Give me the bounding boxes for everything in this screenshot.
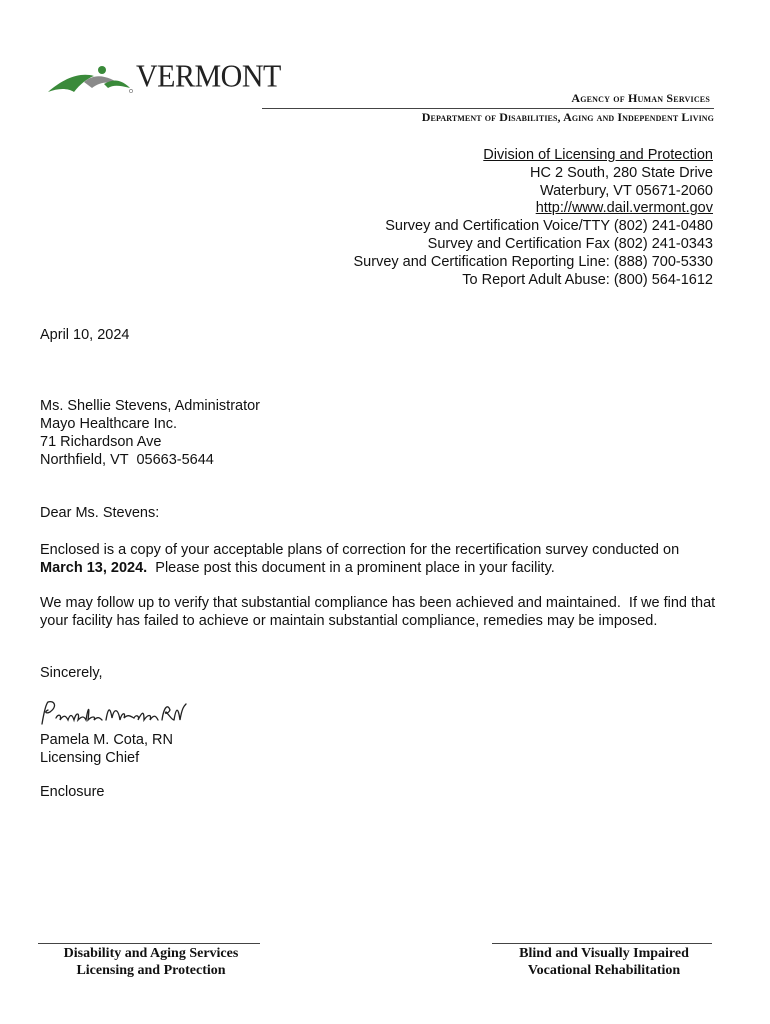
signer-block xyxy=(40,731,173,767)
abuse-line: To Report Adult Abuse: (800) 564-1612 xyxy=(462,271,713,288)
recipient-city: Northfield, VT 05663-5644 xyxy=(40,452,214,468)
signer-name: Pamela M. Cota, RN xyxy=(40,732,173,748)
signer-title: Licensing Chief xyxy=(40,750,140,766)
agency-name: Agency of Human Services xyxy=(571,91,710,105)
footer-divider-left xyxy=(38,943,260,944)
header-divider xyxy=(262,108,714,109)
recipient-name: Ms. Shellie Stevens, Administrator xyxy=(40,398,261,414)
enclosure-note: Enclosure xyxy=(40,784,105,800)
paragraph-1-start: Enclosed is a copy of your acceptable plans of correction for the recertification survey conducted on xyxy=(40,542,680,558)
footer-left xyxy=(46,945,256,979)
signature-image xyxy=(38,698,188,730)
footer-right xyxy=(498,945,710,979)
voice-tty-line: Survey and Certification Voice/TTY (802) 241-0480 xyxy=(385,218,713,235)
department-name: Department of Disabilities, Aging and Independent Living xyxy=(421,110,714,124)
footer-right-line-2: Vocational Rehabilitation xyxy=(527,963,681,978)
closing: Sincerely, xyxy=(40,665,103,681)
recipient-street: 71 Richardson Ave xyxy=(40,434,162,450)
paragraph-1-end: Please post this document in a prominent place in your facility. xyxy=(147,560,555,576)
vermont-logo xyxy=(44,59,284,102)
footer-left-line-1: Disability and Aging Services xyxy=(63,946,239,961)
recipient-address xyxy=(40,397,260,469)
logo-wordmark: VERMONT xyxy=(136,59,281,94)
fax-line: Survey and Certification Fax (802) 241-0343 xyxy=(427,235,713,252)
salutation: Dear Ms. Stevens: xyxy=(40,505,160,521)
street-address: HC 2 South, 280 State Drive xyxy=(530,164,713,181)
footer-divider-right xyxy=(492,943,712,944)
division-name: Division of Licensing and Protection xyxy=(483,147,713,163)
footer-left-line-2: Licensing and Protection xyxy=(76,963,226,978)
reporting-line: Survey and Certification Reporting Line: (888) 700-5330 xyxy=(353,253,713,270)
footer-right-line-1: Blind and Visually Impaired xyxy=(519,946,689,961)
recipient-company: Mayo Healthcare Inc. xyxy=(40,416,178,432)
website-link[interactable]: http://www.dail.vermont.gov xyxy=(535,200,713,217)
paragraph-2: We may follow up to verify that substantial compliance has been achieved and maintained. If we find that your facility has failed to achieve or maintain substantial compliance, remedies may be imposed. xyxy=(40,595,720,629)
letter-date: April 10, 2024 xyxy=(40,327,130,343)
paragraph-1 xyxy=(40,541,720,577)
survey-date: March 13, 2024. xyxy=(40,560,148,576)
city-address: Waterbury, VT 05671-2060 xyxy=(539,182,713,199)
handwritten-signature-icon xyxy=(38,698,188,730)
contact-block xyxy=(354,147,714,289)
